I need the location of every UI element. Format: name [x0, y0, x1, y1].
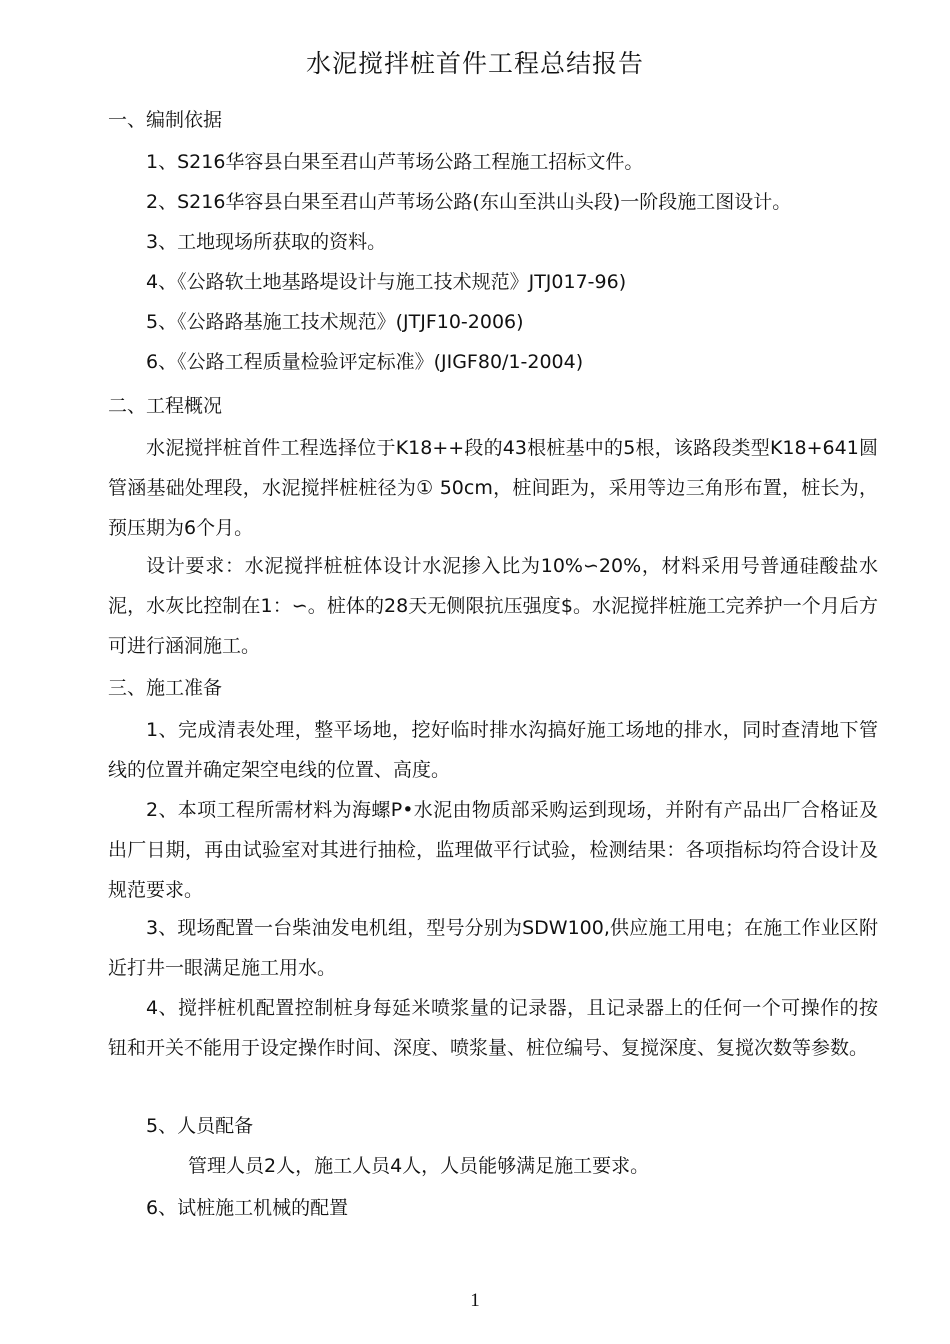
basis-item-2: 2、S216华容县白果至君山芦苇场公路(东山至洪山头段)一阶段施工图设计。 [146, 191, 792, 213]
basis-item-4: 4、《公路软土地基路堤设计与施工技术规范》JTJ017-96) [146, 271, 627, 293]
preparation-item-6-heading: 6、试桩施工机械的配置 [146, 1197, 349, 1219]
preparation-item-2: 2、本项工程所需材料为海螺P•水泥由物质部采购运到现场，并附有产品出厂合格证及出厂日期，再由试验室对其进行抽检，监理做平行试验，检测结果：各项指标均符合设计及规范要求。 [108, 799, 878, 901]
section-heading-overview: 二、工程概况 [108, 395, 223, 417]
section-heading-preparation: 三、施工准备 [108, 677, 223, 699]
page-number: 1 [470, 1290, 480, 1311]
basis-item-5: 5、《公路路基施工技术规范》(JTJF10-2006) [146, 311, 524, 333]
preparation-item-5-heading: 5、人员配备 [146, 1115, 254, 1137]
preparation-item-3: 3、现场配置一台柴油发电机组，型号分别为SDW100,供应施工用电；在施工作业区附近打井一眼满足施工用水。 [108, 917, 878, 979]
document-title: 水泥搅拌桩首件工程总结报告 [305, 49, 644, 78]
overview-paragraph: 水泥搅拌桩首件工程选择位于K18++段的43根桩基中的5根，该路段类型K18+641圆管涵基础处理段，水泥搅拌桩桩径为① 50cm，桩间距为，采用等边三角形布置，桩长为，预压期为6个月。 [108, 437, 878, 539]
preparation-item-4: 4、搅拌桩机配置控制桩身每延米喷浆量的记录器，且记录器上的任何一个可操作的按钮和开关不能用于设定操作时间、深度、喷浆量、桩位编号、复搅深度、复搅次数等参数。 [108, 997, 878, 1059]
basis-item-1: 1、S216华容县白果至君山芦苇场公路工程施工招标文件。 [146, 151, 644, 173]
preparation-item-5-text: 管理人员2人，施工人员4人，人员能够满足施工要求。 [188, 1155, 650, 1177]
design-requirements-paragraph: 设计要求：水泥搅拌桩桩体设计水泥掺入比为10%∽20%，材料采用号普通硅酸盐水泥，水灰比控制在1：∽。桩体的28天无侧限抗压强度$。水泥搅拌桩施工完养护一个月后方可进行涵洞施工。 [108, 555, 878, 657]
preparation-item-1: 1、完成清表处理，整平场地，挖好临时排水沟搞好施工场地的排水，同时查清地下管线的位置并确定架空电线的位置、高度。 [108, 719, 878, 781]
basis-item-3: 3、工地现场所获取的资料。 [146, 231, 387, 253]
section-heading-basis: 一、编制依据 [108, 109, 223, 131]
basis-item-6: 6、《公路工程质量检验评定标准》(JIGF80/1-2004) [146, 351, 584, 373]
